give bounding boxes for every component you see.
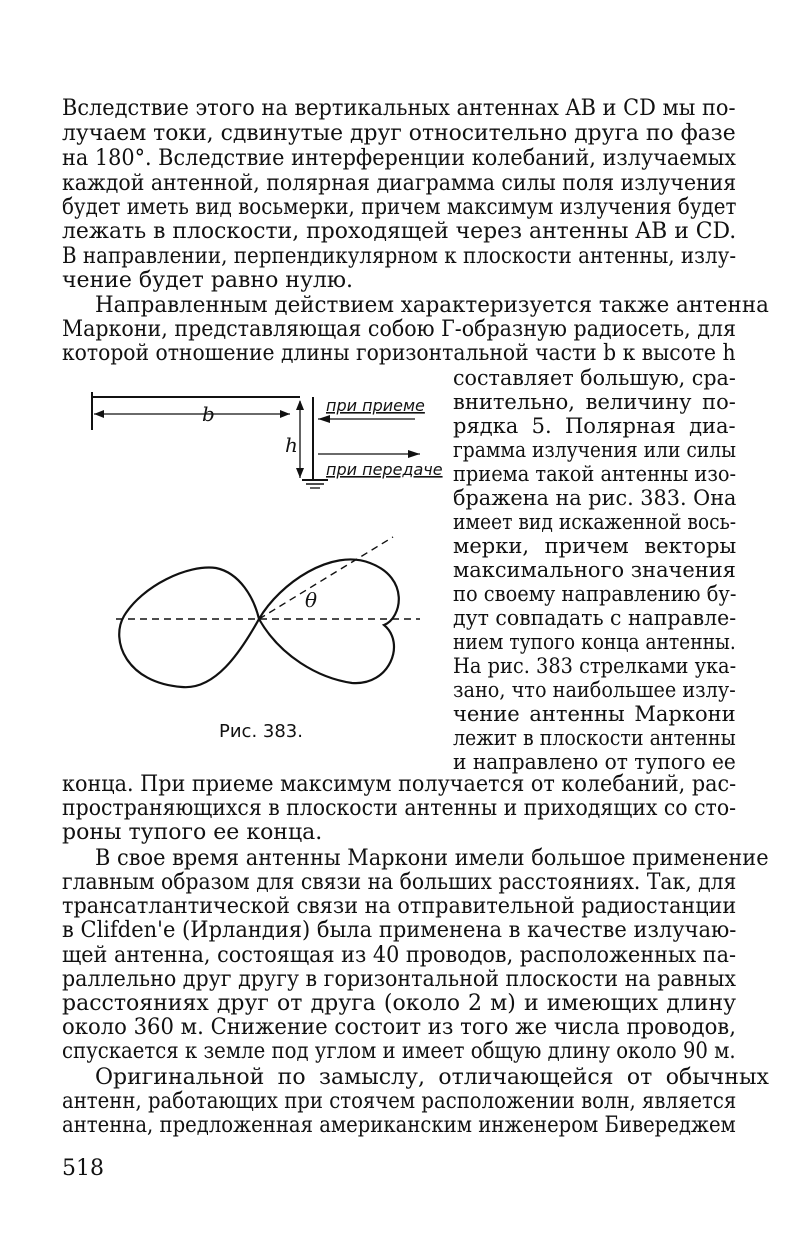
text-line: которой отношение длины горизонтальной части b к высоте h	[62, 341, 736, 366]
side-text-line: и направлено от тупого ее	[453, 750, 736, 774]
text-line: спускается к земле под углом и имеет общую длину около 90 м.	[62, 1039, 736, 1064]
side-text-line: внительно, величину по-	[453, 390, 736, 414]
text-line: пространяющихся в плоскости антенны и приходящих со сто-	[62, 796, 737, 821]
text-line: Вследствие этого на вертикальных антеннах AB и CD мы по-	[62, 96, 736, 121]
text-line: трансатлантической связи на отправительной радиостанции	[62, 894, 737, 919]
text-line: главным образом для связи на больших расстояниях. Так, для	[62, 870, 737, 895]
text-line: лучаем токи, сдвинутые друг относительно друга по фазе	[62, 121, 736, 146]
label-b: b	[202, 402, 215, 426]
dimension-h-arrow-bottom	[296, 468, 304, 478]
side-text-line: лежит в плоскости антенны	[453, 726, 736, 750]
text-line: будет иметь вид восьмерки, причем максимум излучения будет	[62, 195, 737, 220]
text-line: антенна, предложенная американским инженером Бивереджем	[62, 1113, 736, 1138]
text-line: Оригинальной по замыслу, отличающейся от обычных	[95, 1065, 769, 1090]
text-line: конца. При приеме максимум получается от колебаний, рас-	[62, 772, 737, 797]
text-line: В направлении, перпендикулярном к плоскости антенны, излу-	[62, 244, 737, 269]
text-line: раллельно друг другу в горизонтальной плоскости на равных	[62, 967, 737, 992]
text-line: роны тупого ее конца.	[62, 820, 323, 845]
side-text-line: максимального значения	[453, 558, 736, 582]
max-direction-dashed	[259, 537, 393, 619]
figure-383	[80, 378, 460, 778]
text-line: около 360 м. Снижение состоит из того же числа проводов,	[62, 1015, 736, 1040]
side-text-line: дут совпадать с направле-	[453, 606, 737, 630]
page-number: 518	[62, 1156, 104, 1181]
label-h: h	[285, 433, 298, 457]
side-text-line: бражена на рис. 383. Она	[453, 486, 737, 510]
text-line: на 180°. Вследствие интерференции колебаний, излучаемых	[62, 146, 737, 171]
side-text-line: грамма излучения или силы	[453, 438, 737, 462]
text-line: Направленным действием характеризуется также антенна	[95, 293, 769, 318]
side-text-line: чение антенны Маркони	[453, 702, 736, 726]
text-line: чение будет равно нулю.	[62, 268, 354, 293]
text-line: каждой антенной, полярная диаграмма силы поля излучения	[62, 171, 737, 196]
text-line: расстояниях друг от друга (около 2 м) и имеющих длину	[62, 991, 737, 1016]
text-line: в Clifden'е (Ирландия) была применена в качестве излучаю-	[62, 918, 737, 943]
side-text-line: приема такой антенны изо-	[453, 462, 737, 486]
side-text-line: мерки, причем векторы	[453, 534, 737, 558]
receive-arrow-head	[318, 415, 330, 423]
text-line: антенн, работающих при стоячем расположении волн, является	[62, 1089, 737, 1114]
side-text-line: нием тупого конца антенны.	[453, 630, 736, 654]
text-line: В свое время антенны Маркони имели большое применение	[95, 846, 769, 871]
side-text-line: имеет вид искаженной вось-	[453, 510, 737, 534]
side-text-line: составляет большую, сра-	[453, 366, 736, 390]
side-text-line: На рис. 383 стрелками ука-	[453, 654, 737, 678]
polar-diagram-outline	[119, 559, 399, 687]
dimension-h-arrow-top	[296, 400, 304, 410]
side-text-line: зано, что наибольшее излу-	[453, 678, 736, 702]
label-transmit: при передаче	[326, 460, 443, 479]
label-theta: θ	[305, 588, 318, 612]
dimension-b-arrow-left	[94, 410, 104, 418]
label-receive: при приеме	[326, 396, 425, 415]
text-line: Маркони, представляющая собою Г-образную радиосеть, для	[62, 317, 736, 342]
text-line: лежать в плоскости, проходящей через антенны AB и CD.	[62, 219, 737, 244]
dimension-b-arrow-right	[280, 410, 290, 418]
transmit-arrow-head	[408, 450, 420, 458]
figure-caption: Рис. 383.	[219, 721, 303, 742]
side-text-line: рядка 5. Полярная диа-	[453, 414, 736, 438]
text-line: щей антенна, состоящая из 40 проводов, расположенных па-	[62, 943, 736, 968]
side-text-line: по своему направлению бу-	[453, 582, 737, 606]
